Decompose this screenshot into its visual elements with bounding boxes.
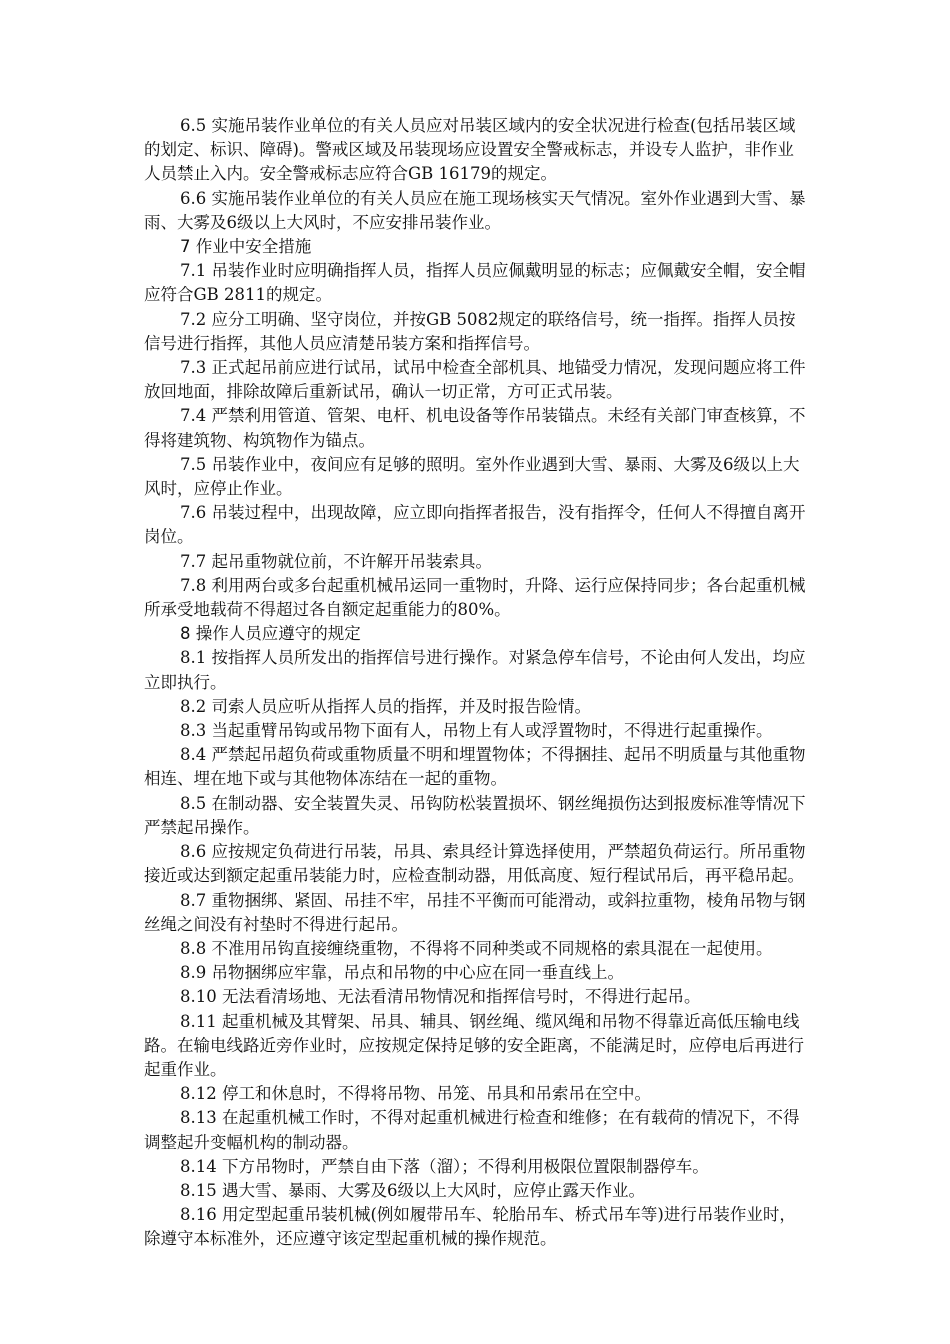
clause-8-1: 8.1 按指挥人员所发出的指挥信号进行操作。对紧急停车信号，不论由何人发出，均应立即执行。 (144, 648, 806, 692)
clause-8-14: 8.14 下方吊物时，严禁自由下落（溜）；不得利用极限位置限制器停车。 (180, 1156, 709, 1176)
document-page (144, 114, 810, 1252)
clause-7-3: 7.3 正式起吊前应进行试吊，试吊中检查全部机具、地锚受力情况，发现问题应将工件放回地面，排除故障后重新试吊，确认一切正常，方可正式吊装。 (144, 358, 806, 402)
clause-8-6: 8.6 应按规定负荷进行吊装，吊具、索具经计算选择使用，严禁超负荷运行。所吊重物接近或达到额定起重吊装能力时，应检查制动器，用低高度、短行程试吊后，再平稳吊起。 (144, 842, 806, 886)
clause-6-6: 6.6 实施吊装作业单位的有关人员应在施工现场核实天气情况。室外作业遇到大雪、暴雨、大雾及6级以上大风时，不应安排吊装作业。 (144, 188, 806, 232)
clause-8-7: 8.7 重物捆绑、紧固、吊挂不牢，吊挂不平衡而可能滑动，或斜拉重物，棱角吊物与钢丝绳之间没有衬垫时不得进行起吊。 (144, 890, 806, 934)
clause-8-15: 8.15 遇大雪、暴雨、大雾及6级以上大风时，应停止露天作业。 (180, 1180, 645, 1200)
section-8-heading: 8 操作人员应遵守的规定 (180, 624, 361, 644)
clause-7-4: 7.4 严禁利用管道、管架、电杆、机电设备等作吊装锚点。未经有关部门审查核算，不得将建筑物、构筑物作为锚点。 (144, 406, 806, 450)
clause-7-2: 7.2 应分工明确、坚守岗位，并按GB 5082规定的联络信号，统一指挥。指挥人员按信号进行指挥，其他人员应清楚吊装方案和指挥信号。 (144, 309, 796, 353)
clause-8-13: 8.13 在起重机械工作时，不得对起重机械进行检查和维修；在有载荷的情况下，不得调整起升变幅机构的制动器。 (144, 1108, 800, 1152)
clause-7-8: 7.8 利用两台或多台起重机械吊运同一重物时，升降、运行应保持同步；各台起重机械所承受地载荷不得超过各自额定起重能力的80%。 (144, 575, 806, 620)
clause-8-5: 8.5 在制动器、安全装置失灵、吊钩防松装置损坏、钢丝绳损伤达到报废标准等情况下严禁起吊操作。 (144, 793, 806, 837)
clause-7-6: 7.6 吊装过程中，出现故障，应立即向指挥者报告，没有指挥令，任何人不得擅自离开岗位。 (144, 503, 806, 547)
clause-8-12: 8.12 停工和休息时，不得将吊物、吊笼、吊具和吊索吊在空中。 (180, 1084, 651, 1104)
clause-7-5: 7.5 吊装作业中，夜间应有足够的照明。室外作业遇到大雪、暴雨、大雾及6级以上大风时，应停止作业。 (144, 454, 800, 499)
section-7-heading: 7 作业中安全措施 (180, 237, 312, 257)
clause-6-5: 6.5 实施吊装作业单位的有关人员应对吊装区域内的安全状况进行检查(包括吊装区域的划定、标识、障碍)。警戒区域及吊装现场应设置安全警戒标志，并设专人监护，非作业人员禁止入内。安全警戒标志应符合GB 16179的规定。 (144, 116, 796, 184)
clause-8-10: 8.10 无法看清场地、无法看清吊物情况和指挥信号时，不得进行起吊。 (180, 987, 701, 1007)
clause-8-8: 8.8 不准用吊钩直接缠绕重物，不得将不同种类或不同规格的索具混在一起使用。 (180, 938, 773, 958)
clause-8-9: 8.9 吊物捆绑应牢靠，吊点和吊物的中心应在同一垂直线上。 (180, 963, 624, 983)
clause-8-11: 8.11 起重机械及其臂架、吊具、辅具、钢丝绳、缆风绳和吊物不得靠近高低压输电线路。在输电线路近旁作业时，应按规定保持足够的安全距离，不能满足时，应停电后再进行起重作业。 (144, 1011, 804, 1079)
clause-7-1: 7.1 吊装作业时应明确指挥人员，指挥人员应佩戴明显的标志；应佩戴安全帽，安全帽应符合GB 2811的规定。 (144, 261, 806, 305)
clause-7-7: 7.7 起吊重物就位前，不许解开吊装索具。 (180, 551, 492, 571)
clause-8-3: 8.3 当起重臂吊钩或吊物下面有人，吊物上有人或浮置物时，不得进行起重操作。 (180, 721, 773, 741)
clause-8-2: 8.2 司索人员应听从指挥人员的指挥，并及时报告险情。 (180, 696, 591, 716)
clause-8-4: 8.4 严禁起吊超负荷或重物质量不明和埋置物体；不得捆挂、起吊不明质量与其他重物相连、埋在地下或与其他物体冻结在一起的重物。 (144, 745, 806, 789)
clause-8-16: 8.16 用定型起重吊装机械(例如履带吊车、轮胎吊车、桥式吊车等)进行吊装作业时，除遵守本标准外，还应遵守该定型起重机械的操作规范。 (144, 1205, 796, 1249)
